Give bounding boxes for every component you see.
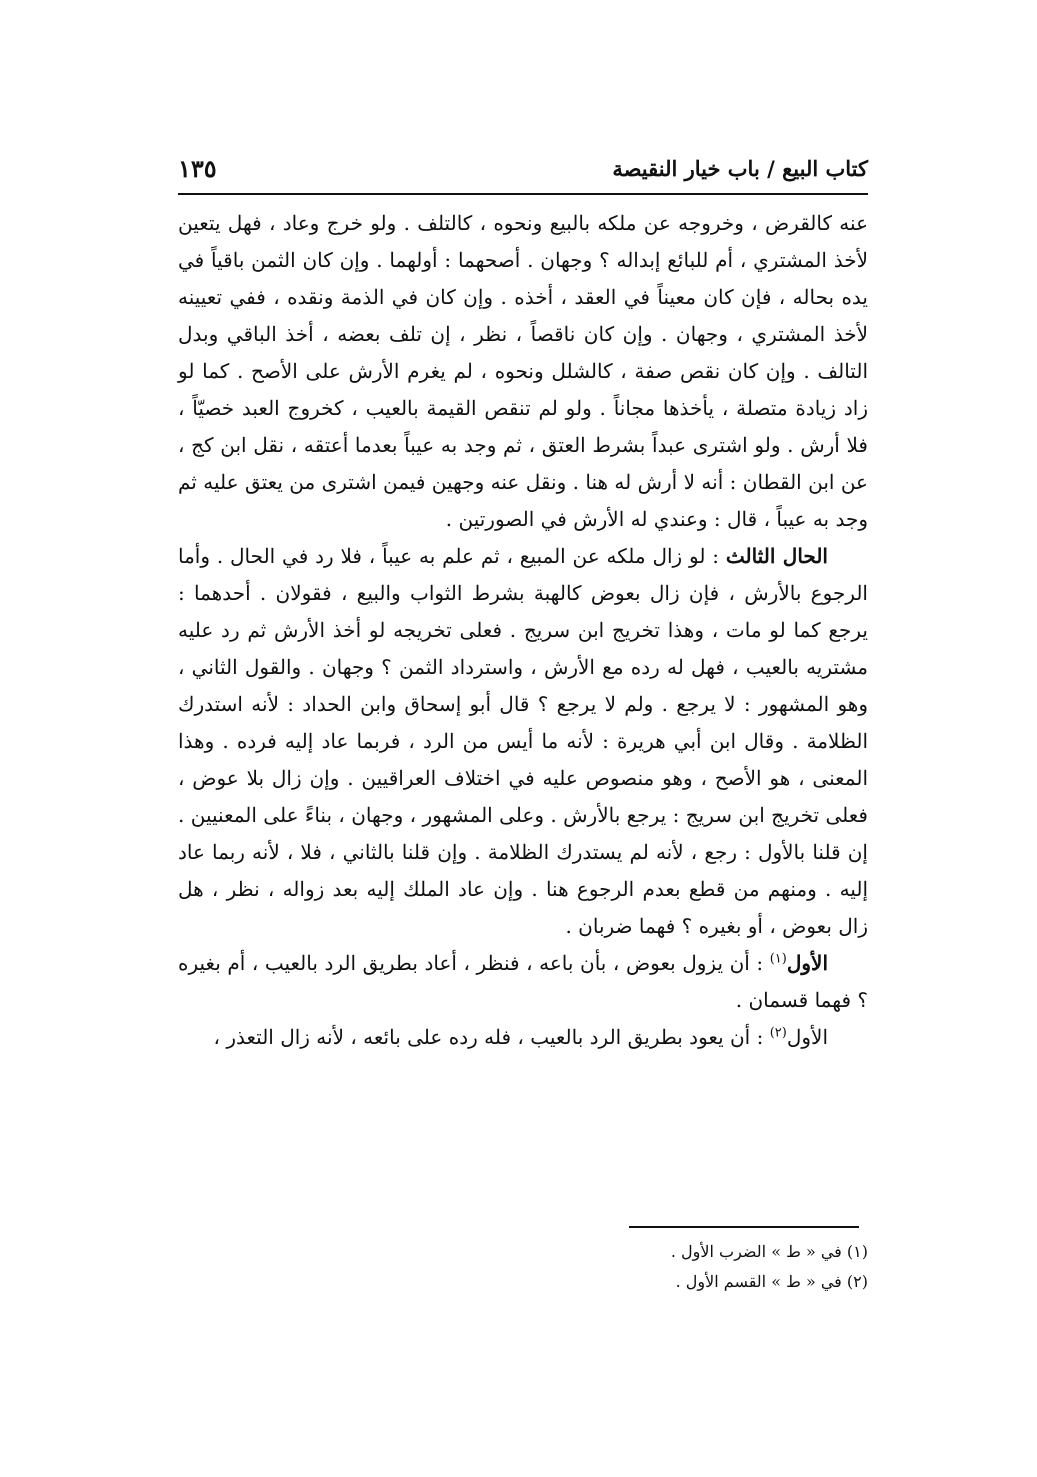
paragraph-4 <box>178 1019 868 1056</box>
paragraph-heading: الأول <box>786 951 828 975</box>
paragraph-1 <box>178 205 868 538</box>
paragraph-2 <box>178 538 868 945</box>
paragraph-text: عنه كالقرض ، وخروجه عن ملكه بالبيع ونحوه ، كالتلف . ولو خرج وعاد ، فهل يتعين لأخذ المشتري ، أم للبائع إبداله ؟ وجهان . أصحهما : أولهما . وإن كان الثمن باقياً في يده بحاله ، فإن كان معيناً في العقد ، أخذه . وإن كان في الذمة ونقده ، ففي تعيينه لأخذ المشتري ، وجهان . وإن كان ناقصاً ، نظر ، إن تلف بعضه ، أخذ الباقي وبدل التالف . وإن كان نقص صفة ، كالشلل ونحوه ، لم يغرم الأرش على الأصح . كما لو زاد زيادة متصلة ، يأخذها مجاناً . ولو لم تنقص القيمة بالعيب ، كخروج العبد خصيّاً ، فلا أرش . ولو اشترى عبداً بشرط العتق ، ثم وجد به عيباً بعدما أعتقه ، نقل ابن كج ، عن ابن القطان : أنه لا أرش له هنا . ونقل عنه وجهين فيمن اشترى من يعتق عليه ثم وجد به عيباً ، قال : وعندي له الأرش في الصورتين . <box>178 211 869 531</box>
main-text <box>178 205 868 1056</box>
header-title: كتاب البيع / باب خيار النقيصة <box>612 156 868 181</box>
running-header <box>178 148 868 194</box>
footnote-divider <box>629 1226 859 1228</box>
footnote-2: (٢) في « ط » القسم الأول . <box>675 1272 868 1291</box>
footnote-ref[interactable]: (٢) <box>769 1025 787 1041</box>
footnotes <box>178 1237 868 1297</box>
footnote-ref[interactable]: (١) <box>769 951 787 967</box>
paragraph-heading: الحال الثالث <box>725 544 828 568</box>
paragraph-3 <box>178 945 868 1019</box>
page-number: ١٣٥ <box>178 154 217 183</box>
paragraph-text: : أن يزول بعوض ، بأن باعه ، فنظر ، أعاد بطريق الرد بالعيب ، أم بغيره ؟ فهما قسمان . <box>178 951 868 1012</box>
header-divider <box>178 193 868 195</box>
paragraph-text: : لو زال ملكه عن المبيع ، ثم علم به عيباً ، فلا رد في الحال . وأما الرجوع بالأرش ، فإن زال بعوض كالهبة بشرط الثواب والبيع ، فقولان . أحدهما : يرجع كما لو مات ، وهذا تخريج ابن سريج . فعلى تخريجه لو أخذ الأرش ثم رد عليه مشتريه بالعيب ، فهل له رده مع الأرش ، واسترداد الثمن ؟ وجهان . والقول الثاني ، وهو المشهور : لا يرجع . ولم لا يرجع ؟ قال أبو إسحاق وابن الحداد : لأنه استدرك الظلامة . وقال ابن أبي هريرة : لأنه ما أيس من الرد ، فربما عاد إليه فرده . وهذا المعنى ، هو الأصح ، وهو منصوص عليه في اختلاف العراقيين . وإن زال بلا عوض ، فعلى تخريج ابن سريج : يرجع بالأرش . وعلى المشهور ، وجهان ، بناءً على المعنيين . إن قلنا بالأول : رجع ، لأنه لم يستدرك الظلامة . وإن قلنا بالثاني ، فلا ، لأنه ربما عاد إليه . ومنهم من قطع بعدم الرجوع هنا . وإن عاد الملك إليه بعد زواله ، نظر ، هل زال بعوض ، أو بغيره ؟ فهما ضربان . <box>178 544 869 938</box>
paragraph-heading: الأول <box>786 1025 828 1049</box>
footnote-1: (١) في « ط » الضرب الأول . <box>670 1242 868 1261</box>
paragraph-text: : أن يعود بطريق الرد بالعيب ، فله رده على بائعه ، لأنه زال التعذر ، <box>213 1025 770 1049</box>
